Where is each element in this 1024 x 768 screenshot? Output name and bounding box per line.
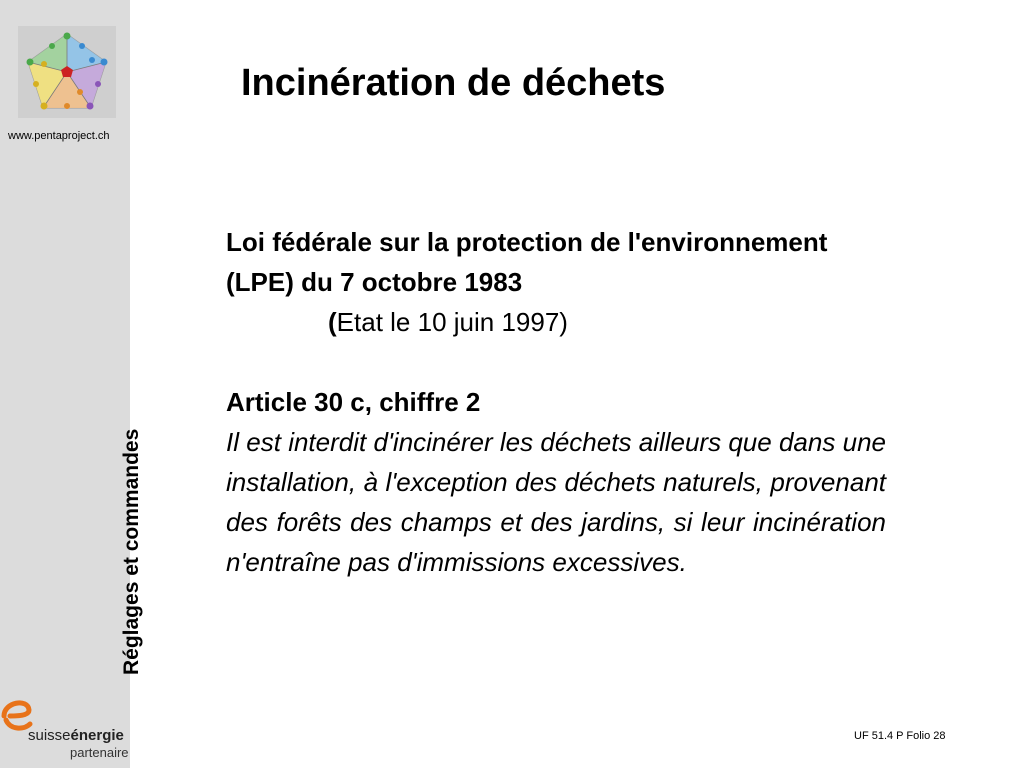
- law-date-text: Etat le 10 juin 1997): [336, 307, 568, 337]
- slide-content: [226, 222, 886, 582]
- article-text: Il est interdit d'incinérer les déchets ailleurs que dans une installation, à l'exception des déchets naturels, provenant des forêts des champs et des jardins, si leur incinération n'entraîne pas d'immissions excessives.: [226, 427, 886, 577]
- section-label: Réglages et commandes: [120, 428, 143, 675]
- law-date-paren: (: [328, 307, 337, 337]
- brand-part1: suisse: [28, 727, 71, 744]
- partner-brand: [28, 727, 124, 744]
- spacer: [226, 342, 886, 382]
- sidebar: [0, 0, 143, 768]
- suisseenergie-logo: [0, 690, 140, 768]
- law-date: [226, 302, 886, 342]
- partner-subtitle: partenaire: [70, 745, 129, 760]
- website-url[interactable]: www.pentaproject.ch: [8, 130, 110, 142]
- law-title: Loi fédérale sur la protection de l'environnement (LPE) du 7 octobre 1983: [226, 227, 828, 297]
- slide-title: Incinération de déchets: [241, 62, 666, 104]
- brand-part2: énergie: [70, 727, 124, 744]
- folio-number: UF 51.4 P Folio 28: [854, 730, 946, 742]
- pentaproject-logo: [18, 26, 116, 118]
- article-heading: Article 30 c, chiffre 2: [226, 387, 481, 417]
- pentagon-network-icon: [22, 28, 112, 116]
